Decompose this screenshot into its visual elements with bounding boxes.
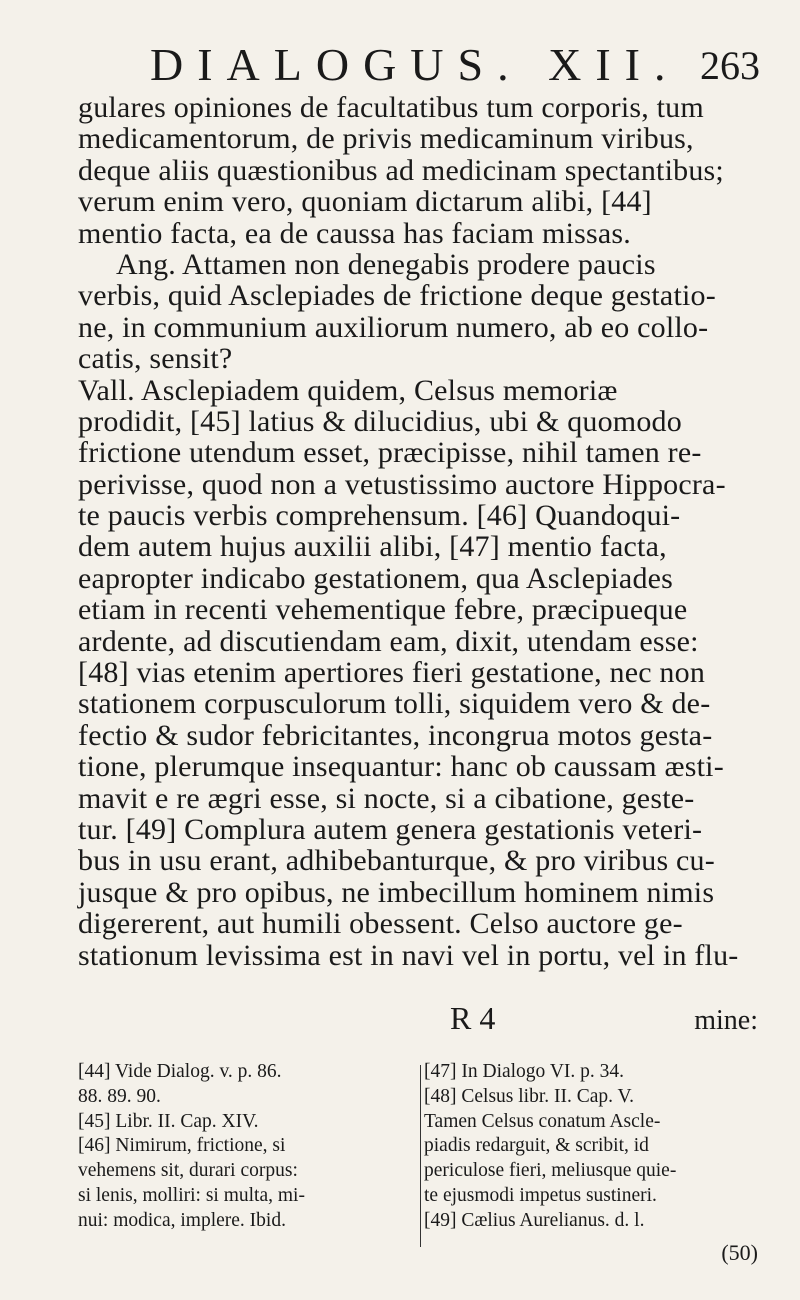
text-line: tione, plerumque insequantur: hanc ob caussam æsti-: [78, 750, 724, 784]
text-line: catis, sensit?: [78, 342, 233, 376]
text-line: frictione utendum esset, præcipisse, nihil tamen re-: [78, 436, 702, 470]
footnote-line: 88. 89. 90.: [78, 1085, 161, 1107]
footnote-line: [49] Cælius Aurelianus. d. l.: [424, 1209, 645, 1231]
text-line: perivisse, quod non a vetustissimo auctore Hippocra-: [78, 467, 726, 501]
footnote-line: si lenis, molliri: si multa, mi-: [78, 1184, 305, 1206]
text-line: Ang. Attamen non denegabis prodere paucis: [116, 247, 656, 281]
footnote-line: vehemens sit, durari corpus:: [78, 1160, 298, 1182]
footnote-line: [48] Celsus libr. II. Cap. V.: [424, 1085, 634, 1107]
page-number: 263: [700, 43, 760, 88]
text-line: ne, in communium auxiliorum numero, ab eo collo-: [78, 310, 709, 344]
text-line: Vall. Asclepiadem quidem, Celsus memoriæ: [78, 373, 618, 407]
running-head: [150, 38, 760, 94]
text-line: mavit e re ægri esse, si nocte, si a cibatione, geste-: [78, 781, 695, 815]
footnotes-left-column: [78, 1060, 418, 1234]
footnotes-right-column: [424, 1060, 764, 1234]
text-line: digererent, aut humili obessent. Celso auctore ge-: [78, 907, 683, 941]
running-title: DIALOGUS. XII.: [150, 39, 680, 90]
text-line: stationum levissima est in navi vel in portu, vel in flu-: [78, 938, 739, 972]
text-line: gulares opiniones de facultatibus tum corporis, tum: [78, 91, 704, 124]
text-line: bus in usu erant, adhibebanturque, & pro viribus cu-: [78, 844, 715, 878]
text-line: deque aliis quæstionibus ad medicinam spectantibus;: [78, 153, 724, 187]
footnote-line: [45] Libr. II. Cap. XIV.: [78, 1110, 259, 1132]
footnote-line: piadis redarguit, & scribit, id: [424, 1135, 649, 1157]
footnote-line: periculose fieri, meliusque quie-: [424, 1160, 677, 1182]
text-line: dem autem hujus auxilii alibi, [47] mentio facta,: [78, 530, 667, 564]
footnote-continuation-mark: (50): [721, 1240, 758, 1265]
footnote-line: [44] Vide Dialog. v. p. 86.: [78, 1061, 282, 1082]
footnote-line: Tamen Celsus conatum Ascle-: [424, 1110, 661, 1132]
footnote-line: [47] In Dialogo VI. p. 34.: [424, 1061, 625, 1082]
text-line: mentio facta, ea de caussa has faciam missas.: [78, 216, 631, 250]
text-line: verbis, quid Asclepiades de frictione deque gestatio-: [78, 279, 716, 313]
text-line: prodidit, [45] latius & dilucidius, ubi & quomodo: [78, 404, 682, 438]
text-line: verum enim vero, quoniam dictarum alibi, [44]: [78, 185, 652, 219]
catchword: mine:: [694, 1005, 758, 1036]
text-line: tur. [49] Complura autem genera gestationis veteri-: [78, 812, 703, 846]
column-divider: [420, 1065, 421, 1247]
footnotes: [78, 1060, 768, 1260]
text-line: eapropter indicabo gestationem, qua Asclepiades: [78, 561, 674, 595]
text-line: fectio & sudor febricitantes, incongrua motos gesta-: [78, 718, 713, 752]
text-line: medicamentorum, de privis medicaminum viribus,: [78, 122, 694, 156]
text-line: stationem corpusculorum tolli, siquidem vero & de-: [78, 687, 711, 721]
text-line: [48] vias etenim apertiores fieri gestatione, nec non: [78, 656, 706, 690]
text-line: ardente, ad discutiendam eam, dixit, utendam esse:: [78, 624, 699, 658]
footnote-line: [46] Nimirum, frictione, si: [78, 1135, 286, 1157]
text-line: etiam in recenti vehementique febre, præcipueque: [78, 593, 688, 627]
footnote-line: te ejusmodi impetus sustineri.: [424, 1184, 657, 1206]
main-text: [78, 92, 768, 971]
footnote-line: nui: modica, implere. Ibid.: [78, 1209, 286, 1231]
text-line: jusque & pro opibus, ne imbecillum hominem nimis: [78, 875, 715, 909]
text-line: te paucis verbis comprehensum. [46] Quandoqui-: [78, 499, 681, 533]
signature-mark: R 4: [450, 1000, 496, 1036]
